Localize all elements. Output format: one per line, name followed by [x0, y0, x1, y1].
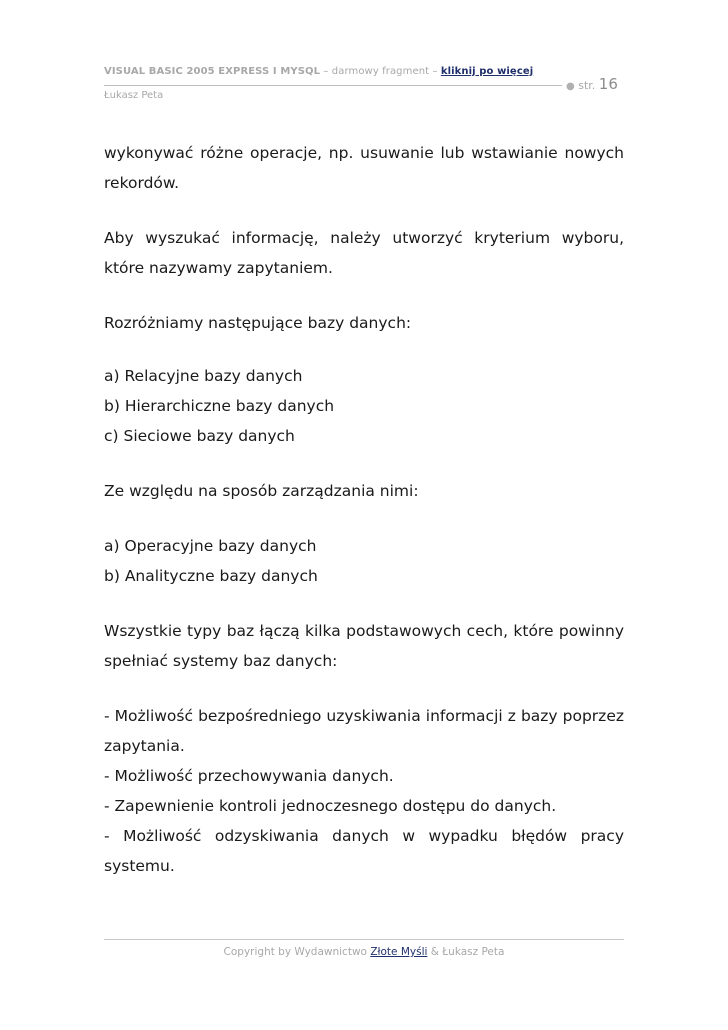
page-number	[566, 75, 618, 93]
list-item: - Możliwość przechowywania danych.	[104, 767, 394, 785]
page-number-value: 16	[598, 75, 618, 93]
list-item: c) Sieciowe bazy danych	[104, 427, 295, 445]
fragment-label: darmowy fragment	[331, 66, 430, 77]
paragraph: Wszystkie typy baz łączą kilka podstawowych cech, które powinny spełniać systemy baz danych:	[104, 622, 624, 670]
footer-divider	[104, 939, 624, 940]
header-separator: –	[320, 66, 332, 77]
footer-prefix: Copyright by Wydawnictwo	[223, 946, 371, 958]
page-content	[104, 138, 624, 881]
list-item: b) Analityczne bazy danych	[104, 567, 318, 585]
list-item: b) Hierarchiczne bazy danych	[104, 397, 335, 415]
list-item: - Możliwość bezpośredniego uzyskiwania informacji z bazy poprzez zapytania.	[104, 707, 624, 755]
paragraph: Rozróżniamy następujące bazy danych:	[104, 314, 412, 332]
list-item: a) Operacyjne bazy danych	[104, 537, 317, 555]
more-link[interactable]: kliknij po więcej	[440, 66, 534, 77]
list-item: - Możliwość odzyskiwania danych w wypadku błędów pracy systemu.	[104, 827, 624, 875]
bullet-icon: ●	[566, 81, 575, 92]
header-separator: –	[429, 66, 441, 77]
paragraph: Aby wyszukać informację, należy utworzyć kryterium wyboru, które nazywamy zapytaniem.	[104, 229, 624, 277]
header-author: Łukasz Peta	[104, 90, 164, 101]
list-item: a) Relacyjne bazy danych	[104, 367, 303, 385]
header-title-line	[104, 66, 624, 77]
footer-suffix: & Łukasz Peta	[427, 946, 505, 958]
publisher-link[interactable]: Złote Myśli	[370, 946, 428, 958]
paragraph: wykonywać różne operacje, np. usuwanie lub wstawianie nowych rekordów.	[104, 144, 624, 192]
book-title: VISUAL BASIC 2005 EXPRESS I MYSQL	[104, 66, 321, 77]
header-divider	[104, 85, 562, 86]
list-item: - Zapewnienie kontroli jednoczesnego dostępu do danych.	[104, 797, 557, 815]
page-prefix: str.	[578, 79, 596, 92]
page-footer	[104, 946, 624, 958]
paragraph: Ze względu na sposób zarządzania nimi:	[104, 482, 419, 500]
page-header	[104, 66, 624, 101]
